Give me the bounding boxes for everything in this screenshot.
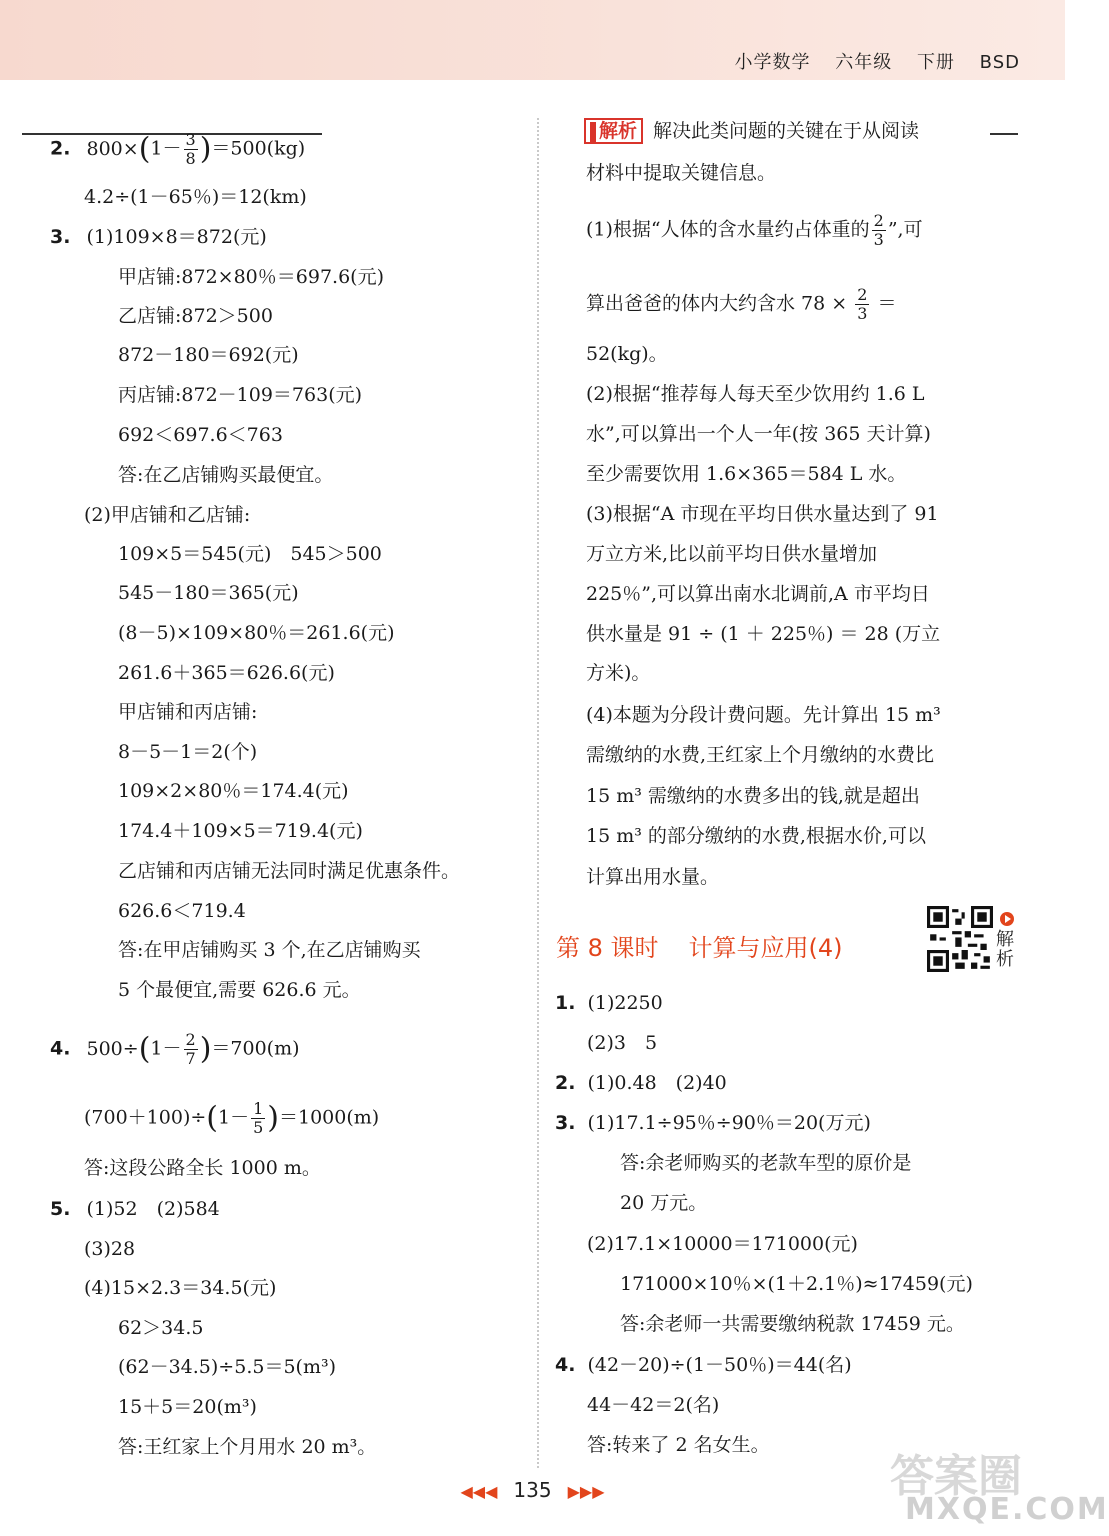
header-edition: BSD [979,52,1020,73]
analysis-line-6: (2)根据“推荐每人每天至少饮用约 1.6 L [586,383,925,405]
q3-line-1: 3. (1)109×8＝872(元) [50,226,267,248]
analysis-line-13: 方米)。 [586,662,651,684]
r1-line-2: (2)3 5 [587,1032,658,1054]
q3-line-18: 626.6＜719.4 [118,900,246,922]
q3-line-15: 109×2×80％＝174.4(元) [118,780,349,802]
analysis-line-12: 供水量是 91 ÷ (1 ＋ 225％) ＝ 28 (万立 [586,623,941,645]
analysis-line-8: 至少需要饮用 1.6×365＝584 L 水。 [586,463,907,485]
q3-line-10: 545－180＝365(元) [118,582,299,604]
r4-line-1: 4. (42－20)÷(1－50％)＝44(名) [555,1354,852,1376]
header-subject: 小学数学 [734,52,811,73]
qr-label: 解析 [996,929,1014,970]
strike-line-right [990,133,1018,135]
next-arrows-icon: ▶▶▶ [567,1482,605,1501]
lesson-heading [556,928,843,963]
analysis-line-9: (3)根据“A 市现在平均日供水量达到了 91 [586,503,939,525]
q3-line-4: 872－180＝692(元) [118,344,299,366]
q3-line-17: 乙店铺和丙店铺无法同时满足优惠条件。 [118,860,461,882]
q3-line-11: (8－5)×109×80％＝261.6(元) [118,622,395,644]
analysis-line-5: 52(kg)。 [586,343,668,365]
fraction: $\frac{2}{3}$ [857,285,868,323]
column-divider [537,118,539,1468]
q4-line-1: 4. 500÷(1－ $\frac{2}{7}$ )＝700(m) [50,1030,300,1068]
r3-line-2: 答:余老师购买的老款车型的原价是 [620,1152,912,1174]
lesson-title: 第 8 课时 [556,934,659,962]
q3-line-2: 甲店铺:872×80％＝697.6(元) [118,266,384,288]
q5-line-5: (62－34.5)÷5.5＝5(m³) [118,1356,336,1378]
q3-line-7: 答:在乙店铺购买最便宜。 [118,464,334,486]
page-number: 135 [513,1478,552,1502]
q3-line-19: 答:在甲店铺购买 3 个,在乙店铺购买 [118,939,421,961]
fraction: $\frac{3}{8}$ [185,130,196,168]
watermark-logo: 答案圈 [890,1451,1022,1502]
q3-line-14: 8－5－1＝2(个) [118,741,258,763]
fraction: $\frac{2}{3}$ [873,211,884,249]
watermark-url: MXQE.COM [905,1492,1109,1527]
q3-line-20: 5 个最便宜,需要 626.6 元。 [118,979,361,1001]
q5-line-4: 62＞34.5 [118,1317,204,1339]
analysis-line-4: 算出爸爸的体内大约含水 78 × $\frac{2}{3}$ ＝ [586,285,897,323]
q5-line-7: 答:王红家上个月用水 20 m³。 [118,1436,377,1458]
q5-line-1: 5. (1)52 (2)584 [50,1198,220,1220]
q3-line-6: 692＜697.6＜763 [118,424,283,446]
page-footer [0,1478,1065,1502]
r3-line-3: 20 万元。 [620,1192,708,1214]
analysis-line-2: 材料中提取关键信息。 [586,162,777,184]
analysis-line-11: 225％”,可以算出南水北调前,A 市平均日 [586,583,930,605]
q3-line-3: 乙店铺:872＞500 [118,305,273,327]
running-header [716,48,1020,74]
r3-line-5: 171000×10％×(1＋2.1％)≈17459(元) [620,1273,973,1295]
analysis-line-10: 万立方米,比以前平均日供水量增加 [586,543,878,565]
q3-line-9: 109×5＝545(元) 545＞500 [118,543,382,565]
r3-line-4: (2)17.1×10000＝171000(元) [587,1233,858,1255]
q4-line-3: 答:这段公路全长 1000 m。 [84,1157,321,1179]
analysis-line-1: 解析 解决此类问题的关键在于从阅读 [584,118,919,144]
q3-line-8: (2)甲店铺和乙店铺: [84,504,251,526]
q5-line-3: (4)15×2.3＝34.5(元) [84,1277,277,1299]
analysis-line-18: 计算出用水量。 [586,866,720,888]
analysis-line-7: 水”,可以算出一个人一年(按 365 天计算) [586,423,931,445]
lesson-subtitle: 计算与应用(4) [688,934,843,962]
q3-line-16: 174.4＋109×5＝719.4(元) [118,820,363,842]
analysis-line-14: (4)本题为分段计费问题。先计算出 15 m³ [586,704,941,726]
q3-line-13: 甲店铺和丙店铺: [118,701,258,723]
qr-code-icon[interactable] [927,906,993,972]
r1-line-1: 1. (1)2250 [555,992,663,1014]
q4-line-2: (700＋100)÷(1－ $\frac{1}{5}$ )＝1000(m) [84,1099,380,1137]
prev-arrows-icon: ◀◀◀ [460,1482,498,1501]
header-term: 下册 [916,52,955,73]
r3-line-6: 答:余老师一共需要缴纳税款 17459 元。 [620,1313,965,1335]
analysis-line-16: 15 m³ 需缴纳的水费多出的钱,就是超出 [586,785,920,807]
q2-line-2: 4.2÷(1－65％)＝12(km) [84,186,307,208]
fraction: $\frac{2}{7}$ [185,1030,196,1068]
header-grade: 六年级 [835,52,893,73]
r4-line-3: 答:转来了 2 名女生。 [587,1434,770,1456]
fraction: $\frac{1}{5}$ [253,1099,264,1137]
r2-line-1: 2. (1)0.48 (2)40 [555,1072,727,1094]
q3-line-5: 丙店铺:872－109＝763(元) [118,384,363,406]
analysis-line-3: (1)根据“人体的含水量约占体重的 $\frac{2}{3}$ ”,可 [586,211,923,249]
analysis-line-15: 需缴纳的水费,王红家上个月缴纳的水费比 [586,744,935,766]
play-icon [1000,912,1014,926]
q5-line-6: 15＋5＝20(m³) [118,1396,257,1418]
q5-line-2: (3)28 [84,1238,136,1260]
analysis-badge: 解析 [584,118,643,144]
q2-line-1: 2. 800×(1－ $\frac{3}{8}$ )＝500(kg) [50,130,306,168]
r4-line-2: 44－42＝2(名) [587,1394,720,1416]
analysis-line-17: 15 m³ 的部分缴纳的水费,根据水价,可以 [586,825,926,847]
r3-line-1: 3. (1)17.1÷95％÷90％＝20(万元) [555,1112,871,1134]
q3-line-12: 261.6＋365＝626.6(元) [118,662,335,684]
